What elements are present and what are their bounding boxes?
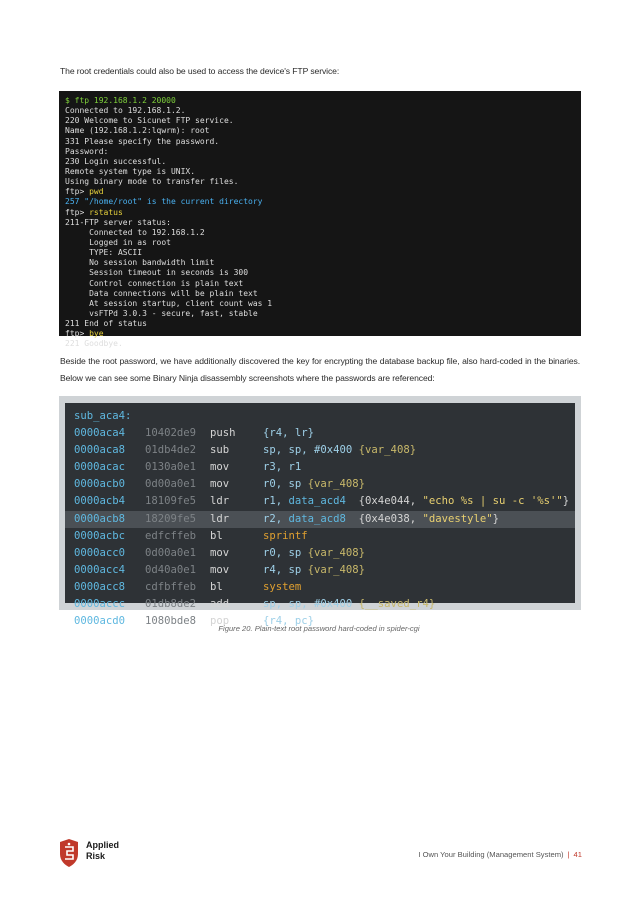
- terminal-text: Control connection is plain text: [65, 278, 244, 288]
- instruction-address: 0000acac: [74, 461, 126, 474]
- instruction-operands: [263, 545, 365, 562]
- operand-token: }: [492, 512, 500, 525]
- operand-token: sp, sp, #0x400: [263, 444, 359, 457]
- instruction-bytes: 0d00a0e1: [145, 546, 197, 559]
- terminal-line: [65, 319, 575, 329]
- terminal-text: No session bandwidth limit: [65, 258, 215, 268]
- terminal-line: [65, 157, 575, 167]
- terminal-text: Using binary mode to transfer files.: [65, 177, 239, 187]
- instruction-address: 0000aca8: [74, 444, 126, 457]
- terminal-text: 211 End of status: [65, 319, 147, 329]
- operand-token: {var_408}: [307, 546, 366, 559]
- instruction-address: 0000acc8: [74, 580, 126, 593]
- instruction-row: [65, 442, 575, 459]
- instruction-mnemonic: bl: [210, 580, 223, 593]
- instruction-bytes: 18209fe5: [145, 512, 197, 525]
- operand-token: {r4, pc}: [263, 615, 315, 628]
- instruction-row: [65, 596, 575, 613]
- terminal-text: ftp>: [65, 329, 90, 339]
- terminal-text: Connected to 192.168.1.2.: [65, 106, 186, 116]
- instruction-bytes: 18109fe5: [145, 495, 197, 508]
- terminal-line: [65, 106, 575, 116]
- instruction-mnemonic: push: [210, 427, 236, 440]
- terminal-text: Connected to 192.168.1.2: [65, 227, 205, 237]
- terminal-text: rstatus: [89, 207, 123, 217]
- body-paragraph: Beside the root password, we have additionally discovered the key for encrypting the database backup file, also hard-coded in the binaries. Below we can see some Binary Ninja disassembly screenshots where the passwords are referenced:: [60, 356, 580, 383]
- instruction-operands: [263, 493, 569, 510]
- terminal-text: Password:: [65, 146, 109, 156]
- instruction-mnemonic: mov: [210, 546, 230, 559]
- instruction-row: [65, 459, 575, 476]
- terminal-line: [65, 116, 575, 126]
- instruction-row: [65, 562, 575, 579]
- terminal-text: Session timeout in seconds is 300: [65, 268, 249, 278]
- instruction-address: 0000acd0: [74, 615, 126, 628]
- instruction-bytes: 1080bde8: [145, 615, 197, 628]
- terminal-line: [65, 248, 575, 258]
- terminal-text: $ ftp 192.168.1.2 20000: [65, 96, 176, 105]
- terminal-text: 220 Welcome to Sicunet FTP service.: [65, 116, 234, 126]
- terminal-line: [65, 258, 575, 268]
- operand-token: sp, sp, #0x400: [263, 598, 359, 611]
- instruction-address: 0000aca4: [74, 427, 126, 440]
- terminal-line: [65, 299, 575, 309]
- terminal-line: [65, 197, 575, 207]
- terminal-line: [65, 187, 575, 197]
- terminal-text: At session startup, client count was 1: [65, 298, 273, 308]
- instruction-mnemonic: ldr: [210, 512, 230, 525]
- operand-token: r1,: [263, 495, 289, 508]
- instruction-address: 0000acb0: [74, 478, 126, 491]
- terminal-line: [65, 96, 575, 106]
- instruction-bytes: edfcffeb: [145, 529, 197, 542]
- instruction-mnemonic: pop: [210, 615, 230, 628]
- terminal-text: Remote system type is UNIX.: [65, 166, 196, 176]
- applied-risk-logo-icon: [58, 838, 80, 868]
- brand-line-2: Risk: [86, 851, 106, 861]
- operand-token: r0, sp: [263, 478, 308, 491]
- terminal-text: 331 Please specify the password.: [65, 136, 220, 146]
- instruction-row-highlighted: [65, 511, 575, 528]
- terminal-output: [59, 91, 581, 349]
- operand-token: data_acd4: [288, 495, 346, 508]
- operand-token: {var_408}: [358, 444, 417, 457]
- instruction-address: 0000acbc: [74, 529, 126, 542]
- instruction-mnemonic: mov: [210, 461, 230, 474]
- operand-token: {r4, lr}: [263, 427, 315, 440]
- terminal-text: Name (192.168.1.2:lqwrm): root: [65, 126, 210, 136]
- function-label: sub_aca4:: [74, 410, 132, 422]
- page-number: 41: [573, 850, 582, 859]
- instruction-mnemonic: sub: [210, 444, 230, 457]
- instruction-mnemonic: ldr: [210, 495, 230, 508]
- operand-token: r0, sp: [263, 546, 308, 559]
- terminal-text: bye: [89, 329, 104, 339]
- terminal-line: [65, 167, 575, 177]
- terminal-text: Logged in as root: [65, 237, 171, 247]
- terminal-line: [65, 309, 575, 319]
- terminal-text: vsFTPd 3.0.3 - secure, fast, stable: [65, 308, 258, 318]
- terminal-line: [65, 339, 575, 349]
- disassembly-screenshot: [59, 396, 581, 628]
- instruction-row: [65, 528, 575, 545]
- operand-token: {0x4e038,: [345, 512, 423, 525]
- brand-line-1: Applied: [86, 840, 119, 850]
- terminal-text: Data connections will be plain text: [65, 288, 258, 298]
- instruction-address: 0000accc: [74, 598, 126, 611]
- instruction-operands: [263, 579, 301, 596]
- terminal-line: [65, 126, 575, 136]
- instruction-bytes: 0d40a0e1: [145, 563, 197, 576]
- instruction-mnemonic: mov: [210, 478, 230, 491]
- instruction-row: [65, 425, 575, 442]
- instruction-address: 0000acb8: [74, 512, 126, 525]
- instruction-mnemonic: add: [210, 598, 230, 611]
- intro-paragraph: The root credentials could also be used to access the device's FTP service:: [60, 66, 340, 76]
- terminal-line: [65, 228, 575, 238]
- operand-token: r4, sp: [263, 563, 308, 576]
- instruction-operands: [263, 596, 435, 613]
- instruction-address: 0000acc0: [74, 546, 126, 559]
- instruction-bytes: 0130a0e1: [145, 461, 197, 474]
- terminal-text: 211-FTP server status:: [65, 217, 171, 227]
- terminal-line: [65, 238, 575, 248]
- instruction-row: [65, 476, 575, 493]
- terminal-line: [65, 268, 575, 278]
- instruction-bytes: 10402de9: [145, 427, 197, 440]
- operand-token: system: [263, 580, 302, 593]
- footer-page-info: [418, 850, 582, 859]
- operand-token: "echo %s | su -c '%s'": [422, 495, 563, 508]
- instruction-operands: [263, 511, 499, 528]
- operand-token: sprintf: [263, 529, 308, 542]
- instruction-bytes: 0d00a0e1: [145, 478, 197, 491]
- operand-token: data_acd8: [288, 512, 346, 525]
- footer-brand: [86, 840, 119, 862]
- terminal-line: [65, 289, 575, 299]
- operand-token: r2,: [263, 512, 289, 525]
- instruction-operands: [263, 442, 416, 459]
- operand-token: {0x4e044,: [345, 495, 423, 508]
- instruction-mnemonic: mov: [210, 563, 230, 576]
- instruction-bytes: 01db4de2: [145, 444, 197, 457]
- instruction-mnemonic: bl: [210, 529, 223, 542]
- operand-token: r3, r1: [263, 461, 302, 474]
- instruction-operands: [263, 425, 314, 442]
- instruction-bytes: 01db8de2: [145, 598, 197, 611]
- terminal-line: [65, 218, 575, 228]
- document-title: I Own Your Building (Management System): [418, 850, 564, 859]
- function-label-row: [65, 408, 575, 425]
- terminal-text: 257 "/home/root" is the current directory: [65, 197, 263, 207]
- figure-caption: Figure 20. Plain-text root password hard-coded in spider-cgi: [218, 624, 420, 633]
- instruction-row: [65, 579, 575, 596]
- operand-token: }: [562, 495, 570, 508]
- instruction-operands: [263, 528, 308, 545]
- terminal-line: [65, 177, 575, 187]
- terminal-line: [65, 329, 575, 339]
- instruction-address: 0000acb4: [74, 495, 126, 508]
- operand-token: {__saved_r4}: [358, 598, 436, 611]
- terminal-text: TYPE: ASCII: [65, 248, 143, 258]
- terminal-line: [65, 137, 575, 147]
- terminal-line: [65, 147, 575, 157]
- instruction-operands: [263, 459, 301, 476]
- terminal-line: [65, 279, 575, 289]
- terminal-text: pwd: [89, 187, 104, 197]
- instruction-bytes: cdfbffeb: [145, 580, 197, 593]
- instruction-operands: [263, 562, 365, 579]
- instruction-operands: [263, 476, 365, 493]
- instruction-row: [65, 493, 575, 510]
- terminal-text: 221 Goodbye.: [65, 339, 123, 349]
- operand-token: "davestyle": [422, 512, 493, 525]
- terminal-line: [65, 208, 575, 218]
- terminal-text: ftp>: [65, 187, 90, 197]
- instruction-address: 0000acc4: [74, 563, 126, 576]
- terminal-text: ftp>: [65, 207, 90, 217]
- footer-separator: |: [567, 850, 570, 859]
- terminal-text: 230 Login successful.: [65, 156, 167, 166]
- operand-token: {var_408}: [307, 478, 366, 491]
- operand-token: {var_408}: [307, 563, 366, 576]
- instruction-row: [65, 545, 575, 562]
